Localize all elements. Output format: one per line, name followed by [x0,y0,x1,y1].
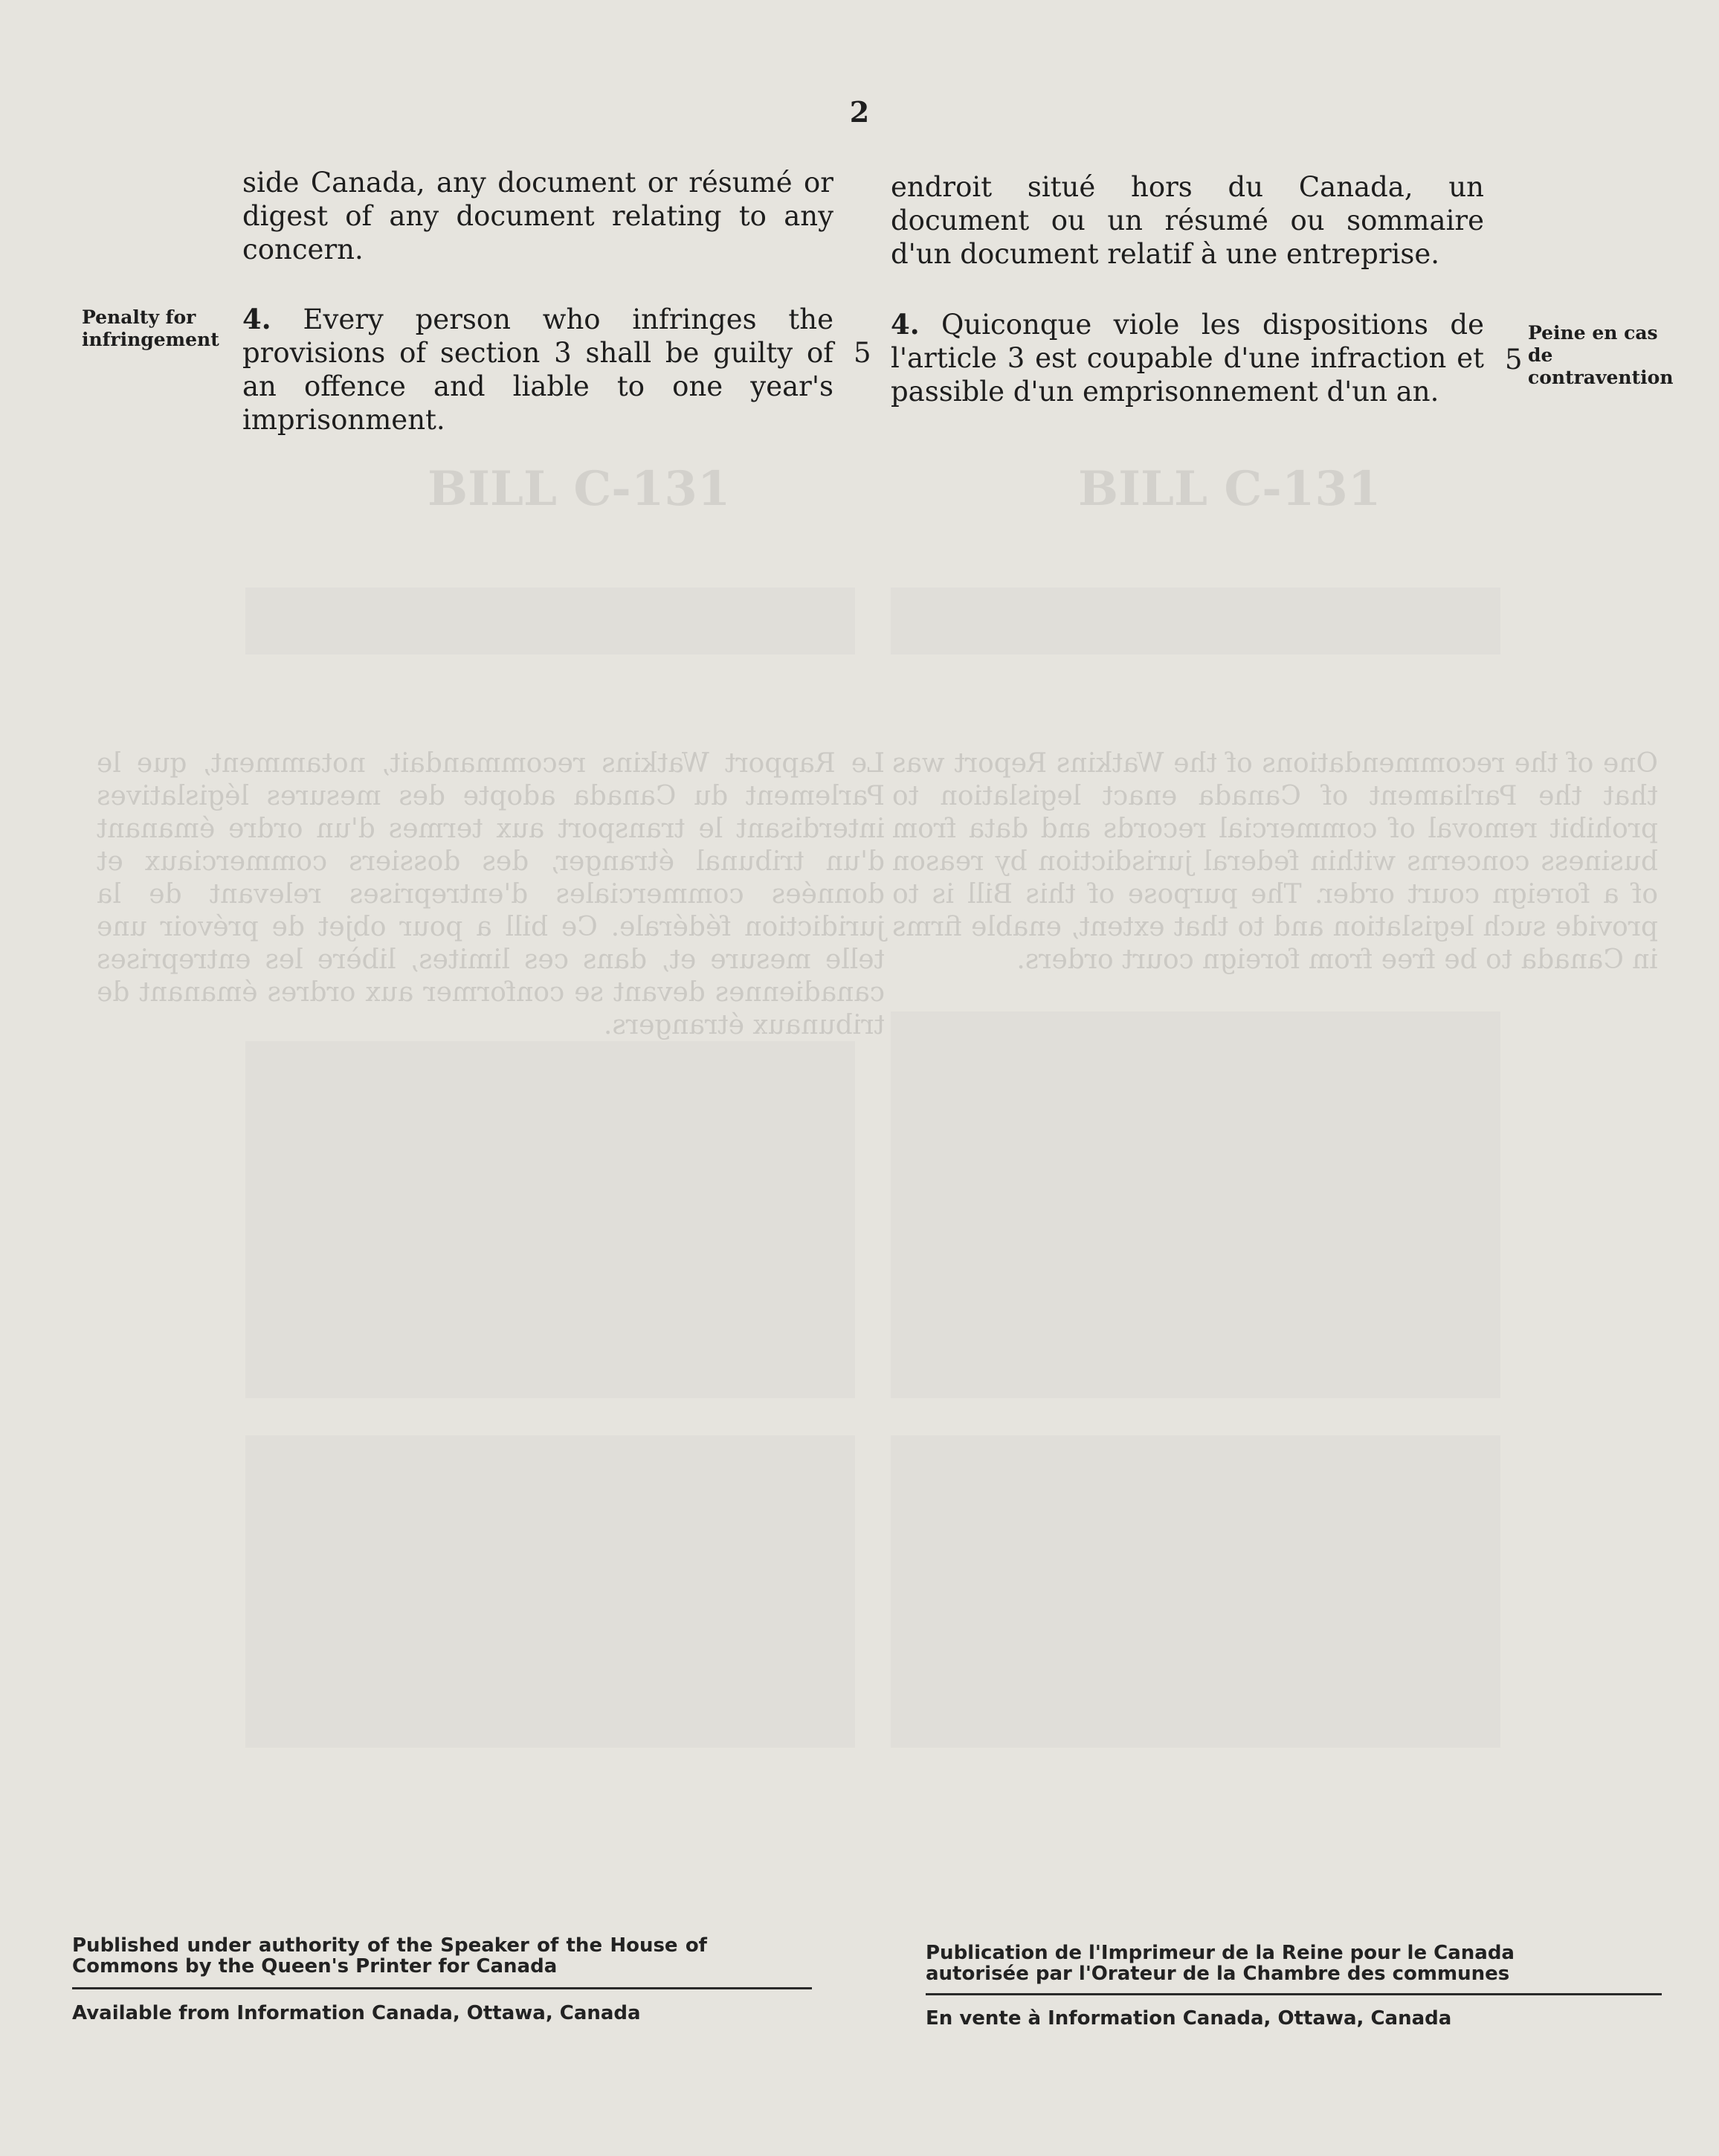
footer-rule-right [926,1993,1662,1995]
mirrored-explanatory-note-fr: Le Rapport Watkins recommandait, notamment, que le Parlement du Canada adopte des mesures législatives interdisant le transport aux termes d'un ordre émanant d'un tribunal étranger, des dossiers commerciaux et données commerciales d'entreprises relevant de la juridiction fédérale. Ce bill a pour objet de prévoir une telle mesure et, dans ces limites, libère les entreprises canadiennes devant se conformer aux ordres émanant de tribunaux étrangers. [97,748,885,1040]
english-section-4 [242,303,833,437]
bleed-through-block [245,588,855,654]
french-section-4 [891,308,1484,408]
french-continuation-text: endroit situé hors du Canada, un document ou un résumé ou sommaire d'un document relatif à une entreprise. [891,171,1484,270]
english-section-text: Every person who infringes the provisions of section 3 shall be guilty of an offence and liable to one year's imprisonment. [242,303,834,436]
bleed-through-title-left: BILL C-131 [428,461,731,517]
french-section-number: 4. [891,308,920,341]
bleed-through-title-right: BILL C-131 [1078,461,1381,517]
footer-availability-english: Available from Information Canada, Ottawa, Canada [72,2002,641,2024]
french-margin-note: Peine en cas de contravention [1528,322,1674,388]
bleed-through-block [245,1041,855,1398]
bleed-through-block [891,588,1500,654]
english-line-number: 5 [854,337,871,369]
french-section-text: Quiconque viole les dispositions de l'article 3 est coupable d'une infraction et passible d'un emprisonnement d'un an. [891,309,1485,408]
bleed-through-block [891,1435,1500,1748]
page-number: 2 [849,95,870,129]
mirrored-explanatory-note-en: One of the recommendations of the Watkins Report was that the Parliament of Canada enact legislation to prohibit removal of commercial records and data from business concerns within federal jurisdiction by reason of a foreign court order. The purpose of this Bill is to provide such legislation and to that extent, enable firms in Canada to be free from foreign court orders. [892,748,1658,975]
footer-publication-french: Publication de l'Imprimeur de la Reine pour le Canada autorisée par l'Orateur de la Chambre des communes [926,1942,1515,1985]
french-line-number: 5 [1505,344,1523,376]
english-margin-note: Penalty for infringement [82,306,219,350]
footer-availability-french: En vente à Information Canada, Ottawa, Canada [926,2007,1452,2030]
footer-publication-english: Published under authority of the Speaker of the House of Commons by the Queen's Printer for Canada [72,1934,707,1978]
footer-rule-left [72,1987,812,1989]
english-section-number: 4. [242,303,271,335]
bleed-through-block [245,1435,855,1748]
bleed-through-block [891,1011,1500,1398]
english-continuation-text: side Canada, any document or résumé or digest of any document relating to any concern. [242,167,833,266]
